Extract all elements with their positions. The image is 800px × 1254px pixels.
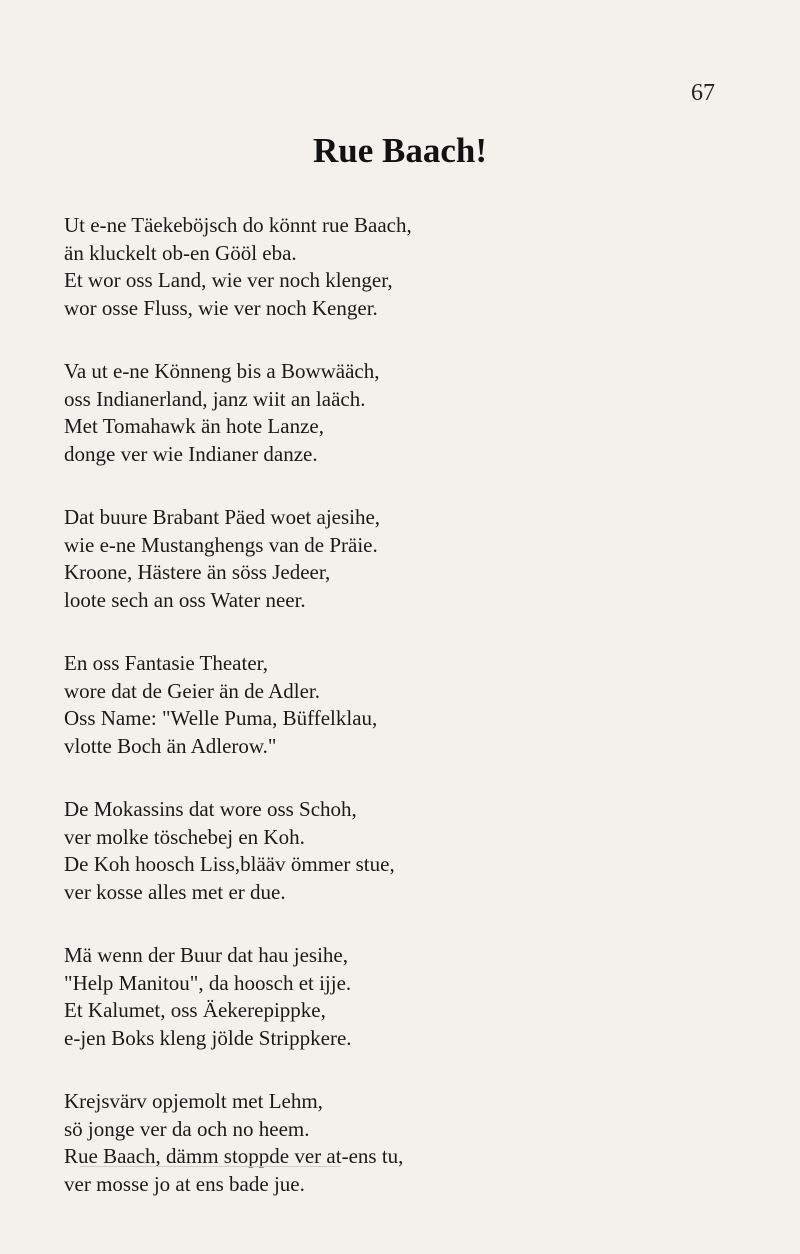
poem-line: "Help Manitou", da hoosch et ijje. [64,970,352,995]
poem-line: Oss Name: "Welle Puma, Büffelklau, [64,706,378,730]
stanza-5 [64,796,744,906]
poem-line: loote sech an oss Water neer. [64,587,306,612]
poem-line: än kluckelt ob-en Gööl eba. [64,240,297,265]
poem-line: Kroone, Hästere än söss Jedeer, [64,560,331,584]
poem-title: Rue Baach! [312,131,488,171]
poem-line: ver molke töschebej en Koh. [64,824,305,849]
poem-line: Va ut e-ne Könneng bis a Bowwääch, [64,359,380,383]
stanza-7 [64,1088,744,1198]
stanza-4 [64,650,744,760]
stanza-3 [64,504,744,614]
poem-line: Mä wenn der Buur dat hau jesihe, [64,943,349,967]
poem-line: ver mosse jo at ens bade jue. [64,1171,305,1196]
poem-line: ver kosse alles met er due. [64,879,286,904]
poem-line: donge ver wie Indianer danze. [64,441,318,466]
poem-line: Et wor oss Land, wie ver noch klenger, [64,268,393,292]
poem-body [64,212,744,1234]
stanza-6 [64,942,744,1052]
poem-line: wore dat de Geier än de Adler. [64,678,320,703]
poem-line: sö jonge ver da och no heem. [64,1116,310,1141]
footnote-divider [80,1166,340,1167]
poem-line: vlotte Boch än Adlerow." [64,733,277,758]
poem-line: wor osse Fluss, wie ver noch Kenger. [64,295,378,320]
poem-line: e-jen Boks kleng jölde Strippkere. [64,1025,352,1050]
poem-line: Met Tomahawk än hote Lanze, [64,414,324,438]
poem-line: Krejsvärv opjemolt met Lehm, [64,1089,323,1113]
stanza-2 [64,358,744,468]
poem-line: En oss Fantasie Theater, [64,651,269,675]
poem-line: Ut e-ne Täekeböjsch do könnt rue Baach, [64,213,412,237]
poem-line: Rue Baach, dämm stoppde ver at-ens tu, [64,1144,404,1168]
poem-line: De Koh hoosch Liss,blääv ömmer stue, [64,852,395,876]
page-number: 67 [691,80,715,106]
poem-line: Dat buure Brabant Päed woet ajesihe, [64,505,381,529]
poem-line: oss Indianerland, janz wiit an laäch. [64,386,366,411]
stanza-1 [64,212,744,322]
poem-line: Et Kalumet, oss Äekerepippke, [64,998,326,1022]
poem-line: De Mokassins dat wore oss Schoh, [64,797,357,821]
poem-line: wie e-ne Mustanghengs van de Präie. [64,532,378,557]
